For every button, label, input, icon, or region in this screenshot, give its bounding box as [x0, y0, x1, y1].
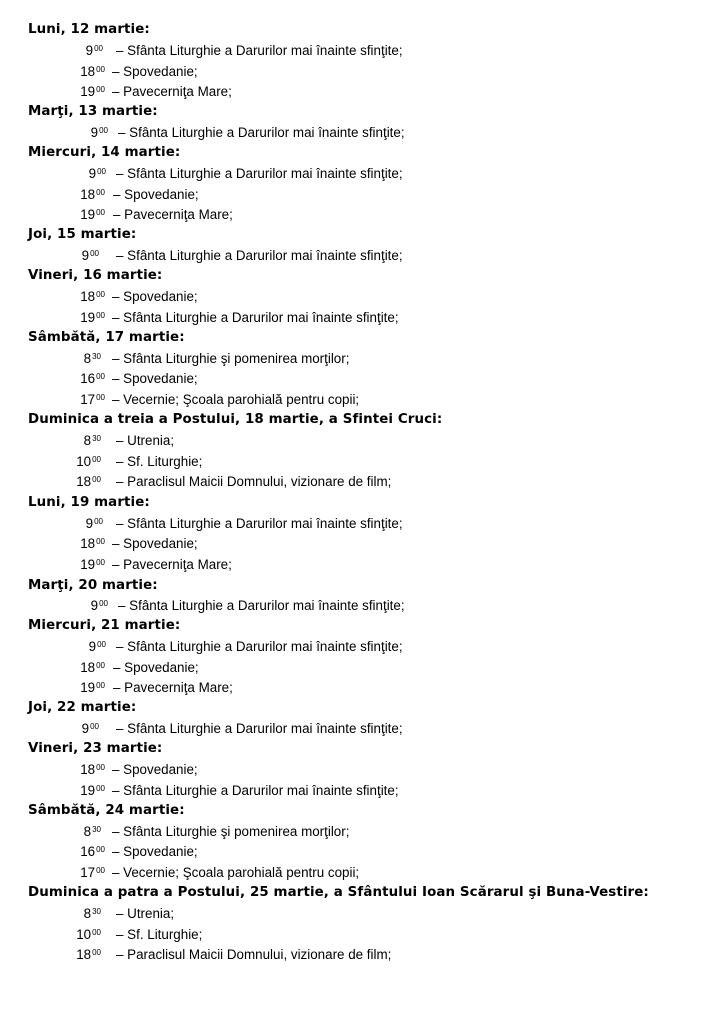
event-time — [80, 762, 105, 777]
day-heading: Duminica a patra a Postului, 25 martie, a Sfântului Ioan Scărarul şi Buna-Vestire: — [28, 885, 649, 900]
event-description: – Sfânta Liturghie a Darurilor mai înainte sfinţite; — [116, 516, 403, 531]
event-hour: 10 — [76, 454, 92, 469]
event-hour: 9 — [88, 166, 97, 181]
event-description: – Sfânta Liturghie a Darurilor mai înainte sfinţite; — [116, 639, 403, 654]
event-description: – Sfânta Liturghie a Darurilor mai înainte sfinţite; — [112, 783, 399, 798]
event-hour: 8 — [83, 824, 92, 839]
schedule-entry — [0, 392, 723, 412]
event-hour: 9 — [88, 639, 97, 654]
event-time — [84, 433, 101, 448]
schedule-entry — [0, 844, 723, 864]
event-hour: 18 — [80, 289, 96, 304]
event-hour: 9 — [90, 125, 99, 140]
event-time — [80, 392, 105, 407]
day-heading: Marţi, 20 martie: — [28, 578, 158, 593]
event-minutes: 00 — [92, 928, 101, 937]
event-description: – Pavecerniţa Mare; — [113, 680, 233, 695]
event-time — [80, 844, 105, 859]
schedule-entry — [0, 762, 723, 782]
schedule-entry — [0, 371, 723, 391]
event-time — [80, 187, 105, 202]
event-hour: 9 — [85, 516, 94, 531]
schedule-entry — [0, 474, 723, 494]
schedule-entry — [0, 824, 723, 844]
day-heading: Duminica a treia a Postului, 18 martie, a Sfintei Cruci: — [28, 412, 443, 427]
event-time — [80, 680, 105, 695]
day-heading: Sâmbătă, 17 martie: — [28, 330, 185, 345]
day-heading: Miercuri, 14 martie: — [28, 145, 181, 160]
event-description: – Sfânta Liturghie a Darurilor mai înainte sfinţite; — [116, 248, 403, 263]
event-description: – Sfânta Liturghie a Darurilor mai înainte sfinţite; — [116, 166, 403, 181]
event-time — [80, 371, 105, 386]
schedule-entry — [0, 906, 723, 926]
schedule-entry — [0, 43, 723, 63]
event-hour: 9 — [90, 598, 99, 613]
event-hour: 19 — [80, 680, 96, 695]
event-minutes: 00 — [92, 948, 101, 957]
day-heading: Marţi, 13 martie: — [28, 104, 158, 119]
event-hour: 18 — [80, 762, 96, 777]
event-description: – Sfânta Liturghie a Darurilor mai înainte sfinţite; — [116, 721, 403, 736]
event-minutes: 00 — [96, 65, 105, 74]
event-hour: 9 — [81, 721, 90, 736]
event-hour: 18 — [76, 474, 92, 489]
schedule-entry — [0, 64, 723, 84]
event-minutes: 30 — [92, 907, 101, 916]
schedule-entry — [0, 187, 723, 207]
day-heading: Joi, 15 martie: — [28, 227, 137, 242]
event-minutes: 00 — [96, 188, 105, 197]
event-minutes: 00 — [94, 44, 103, 53]
event-time — [76, 947, 101, 962]
event-minutes: 00 — [96, 763, 105, 772]
event-minutes: 00 — [90, 722, 99, 731]
event-description: – Spovedanie; — [112, 844, 198, 859]
event-minutes: 00 — [96, 661, 105, 670]
day-heading: Luni, 12 martie: — [28, 22, 150, 37]
schedule-entry — [0, 516, 723, 536]
day-heading: Joi, 22 martie: — [28, 700, 137, 715]
event-time — [76, 474, 101, 489]
event-hour: 8 — [83, 433, 92, 448]
event-time — [84, 824, 101, 839]
event-description: – Sf. Liturghie; — [116, 927, 203, 942]
event-hour: 18 — [80, 187, 96, 202]
event-time — [80, 557, 105, 572]
event-hour: 19 — [80, 783, 96, 798]
event-hour: 9 — [81, 248, 90, 263]
day-heading: Vineri, 23 martie: — [28, 741, 163, 756]
event-description: – Utrenia; — [116, 906, 175, 921]
schedule-entry — [0, 310, 723, 330]
event-time — [76, 454, 101, 469]
event-hour: 9 — [85, 43, 94, 58]
schedule-entry — [0, 557, 723, 577]
event-time — [76, 927, 101, 942]
event-minutes: 00 — [96, 393, 105, 402]
event-hour: 18 — [80, 536, 96, 551]
event-hour: 18 — [76, 947, 92, 962]
schedule-entry — [0, 454, 723, 474]
day-heading: Miercuri, 21 martie: — [28, 618, 181, 633]
event-minutes: 00 — [96, 311, 105, 320]
event-hour: 19 — [80, 310, 96, 325]
event-minutes: 00 — [97, 167, 106, 176]
event-minutes: 00 — [92, 475, 101, 484]
schedule-entry — [0, 289, 723, 309]
event-description: – Sfânta Liturghie a Darurilor mai înainte sfinţite; — [116, 43, 403, 58]
event-hour: 17 — [80, 865, 96, 880]
event-minutes: 00 — [96, 845, 105, 854]
schedule-entry — [0, 598, 723, 618]
event-description: – Sfânta Liturghie şi pomenirea morţilor; — [112, 824, 350, 839]
event-minutes: 00 — [96, 558, 105, 567]
event-description: – Spovedanie; — [113, 660, 199, 675]
event-hour: 16 — [80, 844, 96, 859]
event-description: – Paraclisul Maicii Domnului, vizionare de film; — [116, 474, 392, 489]
event-minutes: 00 — [96, 866, 105, 875]
event-minutes: 00 — [92, 455, 101, 464]
event-time — [91, 598, 108, 613]
event-description: – Spovedanie; — [112, 536, 198, 551]
event-time — [80, 783, 105, 798]
event-minutes: 00 — [90, 249, 99, 258]
event-minutes: 30 — [92, 434, 101, 443]
event-description: – Spovedanie; — [112, 762, 198, 777]
schedule-entry — [0, 927, 723, 947]
event-minutes: 00 — [94, 517, 103, 526]
event-description: – Utrenia; — [116, 433, 175, 448]
event-description: – Spovedanie; — [112, 289, 198, 304]
event-time — [89, 166, 106, 181]
event-time — [91, 125, 108, 140]
event-time — [80, 84, 105, 99]
event-minutes: 00 — [96, 681, 105, 690]
schedule-entry — [0, 207, 723, 227]
event-description: – Vecernie; Şcoala parohială pentru copii; — [112, 392, 360, 407]
schedule-entry — [0, 947, 723, 967]
schedule-entry — [0, 536, 723, 556]
event-time — [80, 660, 105, 675]
event-description: – Pavecerniţa Mare; — [112, 557, 232, 572]
event-minutes: 00 — [96, 290, 105, 299]
event-time — [82, 721, 99, 736]
event-description: – Pavecerniţa Mare; — [113, 207, 233, 222]
event-time — [86, 43, 103, 58]
event-minutes: 00 — [96, 784, 105, 793]
event-description: – Spovedanie; — [112, 371, 198, 386]
schedule-entry — [0, 433, 723, 453]
schedule-entry — [0, 84, 723, 104]
event-minutes: 00 — [96, 372, 105, 381]
day-heading: Luni, 19 martie: — [28, 495, 150, 510]
event-description: – Sfânta Liturghie a Darurilor mai înainte sfinţite; — [118, 125, 405, 140]
event-hour: 19 — [80, 557, 96, 572]
event-time — [80, 64, 105, 79]
schedule-entry — [0, 248, 723, 268]
event-description: – Sfânta Liturghie a Darurilor mai înainte sfinţite; — [112, 310, 399, 325]
event-description: – Paraclisul Maicii Domnului, vizionare de film; — [116, 947, 392, 962]
event-description: – Sfânta Liturghie a Darurilor mai înainte sfinţite; — [118, 598, 405, 613]
event-hour: 8 — [83, 906, 92, 921]
schedule-entry — [0, 639, 723, 659]
schedule-entry — [0, 680, 723, 700]
event-hour: 17 — [80, 392, 96, 407]
event-hour: 16 — [80, 371, 96, 386]
event-time — [86, 516, 103, 531]
event-hour: 19 — [80, 207, 96, 222]
event-description: – Spovedanie; — [113, 187, 199, 202]
event-time — [80, 536, 105, 551]
event-minutes: 00 — [96, 208, 105, 217]
event-minutes: 30 — [92, 825, 101, 834]
event-description: – Sfânta Liturghie şi pomenirea morţilor; — [112, 351, 350, 366]
event-time — [80, 289, 105, 304]
event-minutes: 00 — [97, 640, 106, 649]
event-description: – Pavecerniţa Mare; — [112, 84, 232, 99]
event-description: – Spovedanie; — [112, 64, 198, 79]
event-description: – Sf. Liturghie; — [116, 454, 203, 469]
schedule-entry — [0, 865, 723, 885]
event-time — [89, 639, 106, 654]
schedule-entry — [0, 166, 723, 186]
event-hour: 8 — [83, 351, 92, 366]
schedule-entry — [0, 721, 723, 741]
event-time — [80, 865, 105, 880]
event-description: – Vecernie; Şcoala parohială pentru copii; — [112, 865, 360, 880]
day-heading: Vineri, 16 martie: — [28, 268, 163, 283]
event-hour: 18 — [80, 660, 96, 675]
event-time — [80, 310, 105, 325]
schedule-entry — [0, 125, 723, 145]
schedule-entry — [0, 660, 723, 680]
event-minutes: 30 — [92, 352, 101, 361]
event-hour: 19 — [80, 84, 96, 99]
event-time — [82, 248, 99, 263]
event-minutes: 00 — [96, 85, 105, 94]
schedule-entry — [0, 783, 723, 803]
event-time — [84, 351, 101, 366]
event-minutes: 00 — [96, 537, 105, 546]
event-time — [84, 906, 101, 921]
event-minutes: 00 — [99, 126, 108, 135]
event-time — [80, 207, 105, 222]
event-minutes: 00 — [99, 599, 108, 608]
event-hour: 18 — [80, 64, 96, 79]
event-hour: 10 — [76, 927, 92, 942]
day-heading: Sâmbătă, 24 martie: — [28, 803, 185, 818]
schedule-entry — [0, 351, 723, 371]
